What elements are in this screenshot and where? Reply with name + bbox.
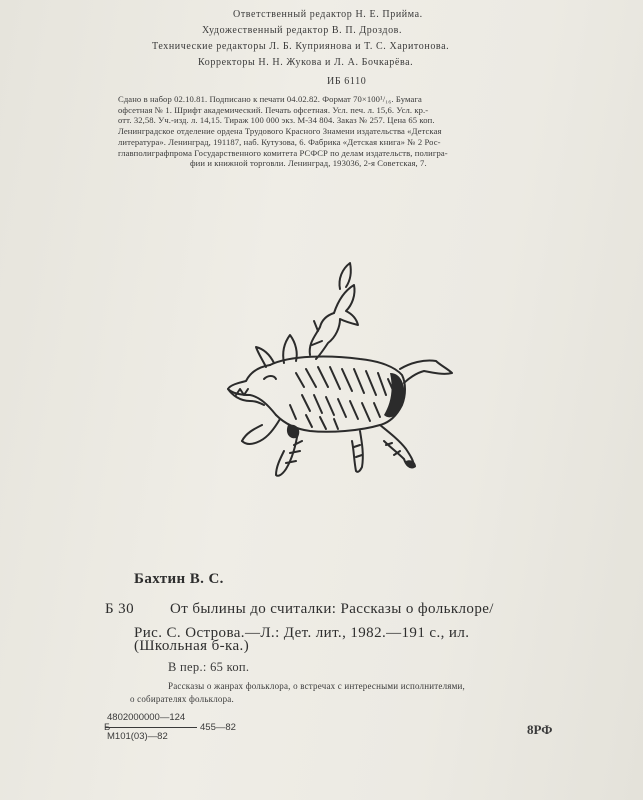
catalog-title-line: (Школьная б-ка.) xyxy=(134,638,250,654)
catalog-code-bottom: М101(03)—82 xyxy=(107,731,168,742)
imprint-line: литература». Ленинград, 191187, наб. Кутузова, 6. Фабрика «Детская книга» № 2 Рос- xyxy=(118,136,441,147)
imprint-line: Ленинградское отделение ордена Трудового Красного Знамени издательства «Детская xyxy=(118,126,442,137)
boar-illustration xyxy=(210,255,460,485)
annotation-line: Рассказы о жанрах фольклора, о встречах с интересными исполнителями, xyxy=(168,681,465,691)
art-editor-credit: Художественный редактор В. П. Дроздов. xyxy=(202,25,403,36)
imprint-line: отт. 32,58. Уч.-изд. л. 14,15. Тираж 100 000 экз. М-34 804. Заказ № 257. Цена 65 коп. xyxy=(118,115,435,126)
editor-credit: Ответственный редактор Н. Е. Прийма. xyxy=(233,9,423,20)
tech-editors-credit: Технические редакторы Л. Б. Куприянова и Т. С. Харитонова. xyxy=(152,41,450,52)
catalog-price: В пер.: 65 коп. xyxy=(168,660,250,674)
imprint-line: фии и книжной торговли. Ленинград, 193036, 2-я Советская, 7. xyxy=(190,158,427,169)
classification-code: 8РФ xyxy=(527,722,553,737)
catalog-code-b: Б xyxy=(104,722,111,733)
imprint-line: офсетная № 1. Шрифт академический. Печать офсетная. Усл. печ. л. 15,6. Усл. кр.- xyxy=(118,104,429,115)
annotation-line: о собирателях фольклора. xyxy=(130,694,234,704)
ib-number: ИБ 6110 xyxy=(327,76,367,87)
fraction-rule xyxy=(105,727,197,728)
imprint-line: Сдано в набор 02.10.81. Подписано к печати 04.02.82. Формат 70×100¹/₁₆. Бумага xyxy=(118,94,422,104)
catalog-title-line: От былины до считалки: Рассказы о фольклоре/ xyxy=(170,601,494,617)
catalog-code-mid: 455—82 xyxy=(200,722,236,733)
catalog-index: Б 30 xyxy=(105,601,134,617)
imprint-block xyxy=(118,94,578,169)
proofreaders-credit: Корректоры Н. Н. Жукова и Л. А. Бочкарёва. xyxy=(198,57,414,68)
catalog-code-top: 4802000000—124 xyxy=(107,712,186,723)
catalog-title-line: Рис. С. Острова.—Л.: Дет. лит., 1982.—191 с., ил. xyxy=(134,625,470,641)
catalog-author: Бахтин В. С. xyxy=(134,571,224,587)
imprint-line: главполиграфпрома Государственного комитета РСФСР по делам издательств, полигра- xyxy=(118,147,448,158)
